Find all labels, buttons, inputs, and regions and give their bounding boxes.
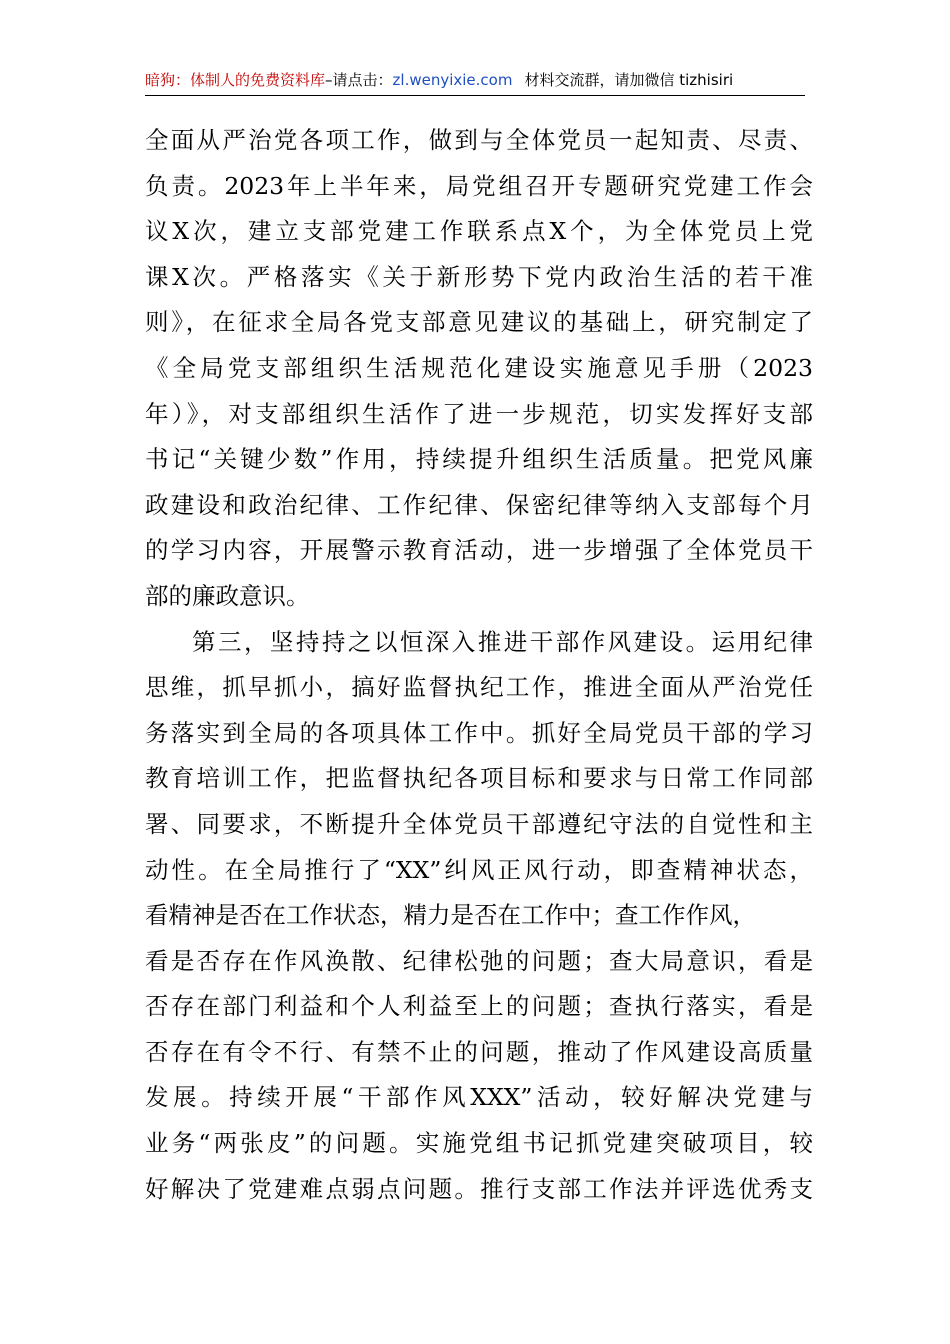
header-url-link[interactable]: zl.wenyixie.com [392,71,513,89]
body-line: 发展。持续开展“干部作风XXX”活动，较好解决党建与 [145,1083,813,1112]
body-line: 教育培训工作，把监督执纪各项目标和要求与日常工作同部 [145,764,813,793]
body-line: 课X次。严格落实《关于新形势下党内政治生活的若干准 [145,262,813,291]
body-line: 好解决了党建难点弱点问题。推行支部工作法并评选优秀支 [145,1174,813,1203]
paragraph-end-line: 部的廉政意识。 [145,581,310,610]
body-line: 政建设和政治纪律、工作纪律、保密纪律等纳入支部每个月 [145,490,813,519]
body-line: 看精神是否在工作状态，精力是否在工作中；查工作作风， [145,901,756,930]
header-brand: 暗狗：体制人的免费资料库 [145,71,326,89]
body-line: 负责。2023年上半年来，局党组召开专题研究党建工作会 [145,171,813,200]
body-line: 全面从严治党各项工作，做到与全体党员一起知责、尽责、 [145,126,813,154]
body-line: 看是否存在作风涣散、纪律松弛的问题；查大局意识，看是 [145,946,813,975]
body-line: 否存在部门利益和个人利益至上的问题；查执行落实，看是 [145,992,813,1021]
body-line: 年）》，对支部组织生活作了进一步规范，切实发挥好支部 [145,399,813,428]
page-header [145,66,805,96]
body-line: 《全局党支部组织生活规范化建设实施意见手册（2023 [145,353,813,382]
body-line: 思维，抓早抓小，搞好监督执纪工作，推进全面从严治党任 [145,673,813,702]
body-line: 议X次，建立支部党建工作联系点X个，为全体党员上党 [145,217,813,246]
document-body [145,118,813,1212]
body-line: 则》，在征求全局各党支部意见建议的基础上，研究制定了 [145,308,813,337]
body-line: 动性。在全局推行了“XX”纠风正风行动，即查精神状态， [145,855,813,884]
paragraph-start-line: 第三，坚持持之以恒深入推进干部作风建设。运用纪律 [192,627,813,656]
header-group-notice: 材料交流群，请加微信 tizhisiri [524,71,734,89]
body-line: 业务“两张皮”的问题。实施党组书记抓党建突破项目，较 [145,1129,813,1158]
body-line: 务落实到全局的各项具体工作中。抓好全局党员干部的学习 [145,718,813,747]
body-line: 否存在有令不行、有禁不止的问题，推动了作风建设高质量 [145,1037,813,1066]
body-line: 书记“关键少数”作用，持续提升组织生活质量。把党风廉 [145,445,813,474]
body-line: 署、同要求，不断提升全体党员干部遵纪守法的自觉性和主 [145,809,813,838]
header-prompt: –请点击： [325,71,393,89]
body-line: 的学习内容，开展警示教育活动，进一步增强了全体党员干 [145,536,813,565]
